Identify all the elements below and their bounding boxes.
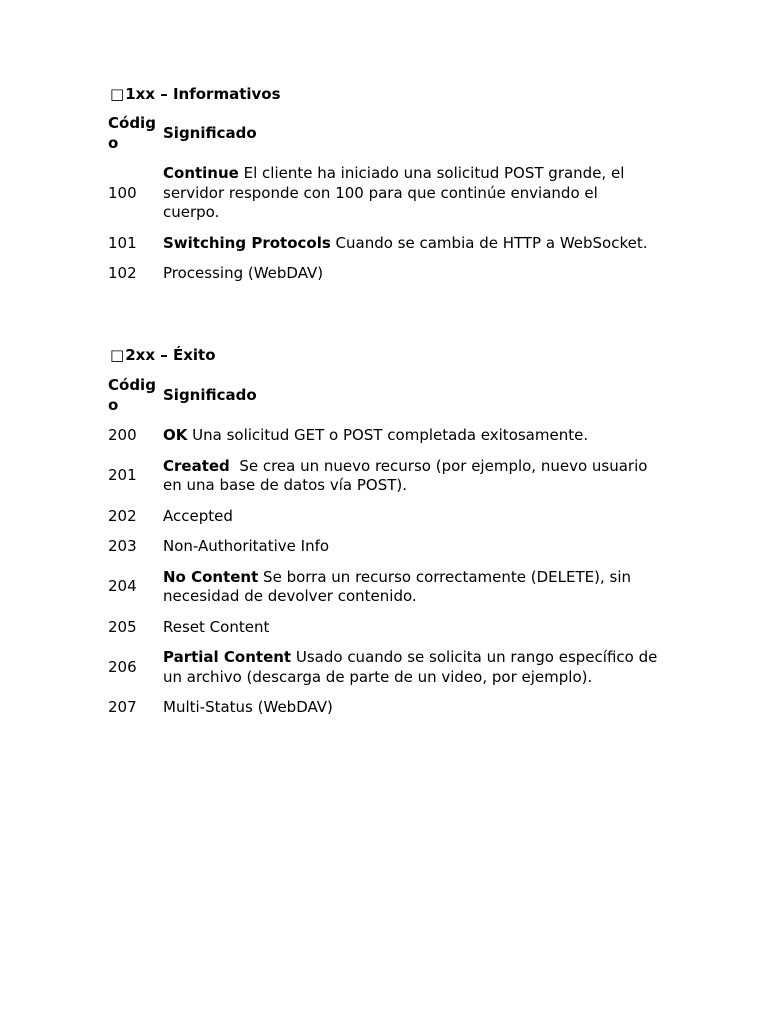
table-row (108, 537, 658, 568)
status-description: Usado cuando se solicita un rango específico de un archivo (descarga de parte de un video, por ejemplo). (163, 648, 663, 686)
status-code: 101 (108, 233, 137, 252)
status-meaning (163, 426, 658, 457)
status-description: Una solicitud GET o POST completada exitosamente. (187, 426, 589, 444)
checkbox-glyph-icon: □ (110, 85, 125, 103)
status-description: Reset Content (163, 617, 270, 636)
status-code: 207 (108, 698, 137, 716)
status-meaning (163, 698, 658, 729)
status-term: Continue (163, 164, 239, 182)
table-row (108, 568, 658, 618)
status-meaning (163, 234, 658, 265)
table-row (108, 648, 658, 698)
status-term: OK (163, 426, 188, 444)
table-body (108, 426, 663, 729)
status-table-1xx (108, 114, 658, 295)
status-code: 201 (108, 466, 137, 485)
status-description: Accepted (163, 506, 233, 525)
status-description: Processing (WebDAV) (163, 264, 324, 282)
status-code: 100 (108, 183, 137, 202)
status-description: El cliente ha iniciado una solicitud POST grande, el servidor responde con 100 para que continúe enviando el cuerpo. (163, 164, 630, 221)
status-term: No Content (163, 567, 259, 586)
status-meaning (163, 537, 658, 568)
table-row (108, 618, 658, 649)
table-row (108, 698, 658, 729)
column-header-code: Códig o (108, 376, 156, 414)
status-term: Created (163, 456, 230, 475)
column-header-meaning: Significado (163, 123, 257, 142)
status-description: Cuando se cambia de HTTP a WebSocket. (330, 233, 648, 252)
table-row (108, 457, 658, 507)
column-header-code: Códig o (108, 114, 156, 152)
checkbox-glyph-icon: □ (110, 346, 125, 364)
status-meaning (163, 164, 658, 234)
status-meaning (163, 457, 658, 507)
status-term: Partial Content (163, 648, 292, 666)
column-header-meaning: Significado (163, 385, 257, 404)
status-meaning (163, 618, 658, 649)
table-header-row (108, 114, 658, 164)
status-code: 202 (108, 506, 137, 525)
status-meaning (163, 264, 658, 295)
status-description: Se crea un nuevo recurso (por ejemplo, nuevo usuario en una base de datos vía POST). (163, 456, 653, 494)
table-row (108, 426, 658, 457)
section-title: 2xx – Éxito (125, 346, 216, 364)
status-meaning (163, 507, 658, 538)
status-meaning (163, 568, 658, 618)
status-meaning (163, 648, 663, 698)
status-code: 203 (108, 537, 137, 555)
status-table-2xx (108, 376, 663, 729)
status-code: 200 (108, 426, 137, 444)
section-title: 1xx – Informativos (125, 85, 281, 103)
status-code: 204 (108, 577, 137, 596)
table-header-row (108, 376, 658, 426)
section-heading-2xx (110, 345, 216, 365)
table-row (108, 164, 658, 234)
status-description: Se borra un recurso correctamente (DELETE), sin necesidad de devolver contenido. (163, 567, 636, 605)
status-code: 206 (108, 657, 137, 676)
table-body (108, 164, 658, 295)
section-heading-1xx (110, 84, 281, 104)
status-description: Non-Authoritative Info (163, 537, 330, 555)
table-row (108, 264, 658, 295)
table-row (108, 234, 658, 265)
status-code: 205 (108, 617, 137, 636)
status-description: Multi-Status (WebDAV) (163, 698, 333, 716)
table-row (108, 507, 658, 538)
status-code: 102 (108, 264, 137, 282)
status-term: Switching Protocols (163, 233, 331, 252)
